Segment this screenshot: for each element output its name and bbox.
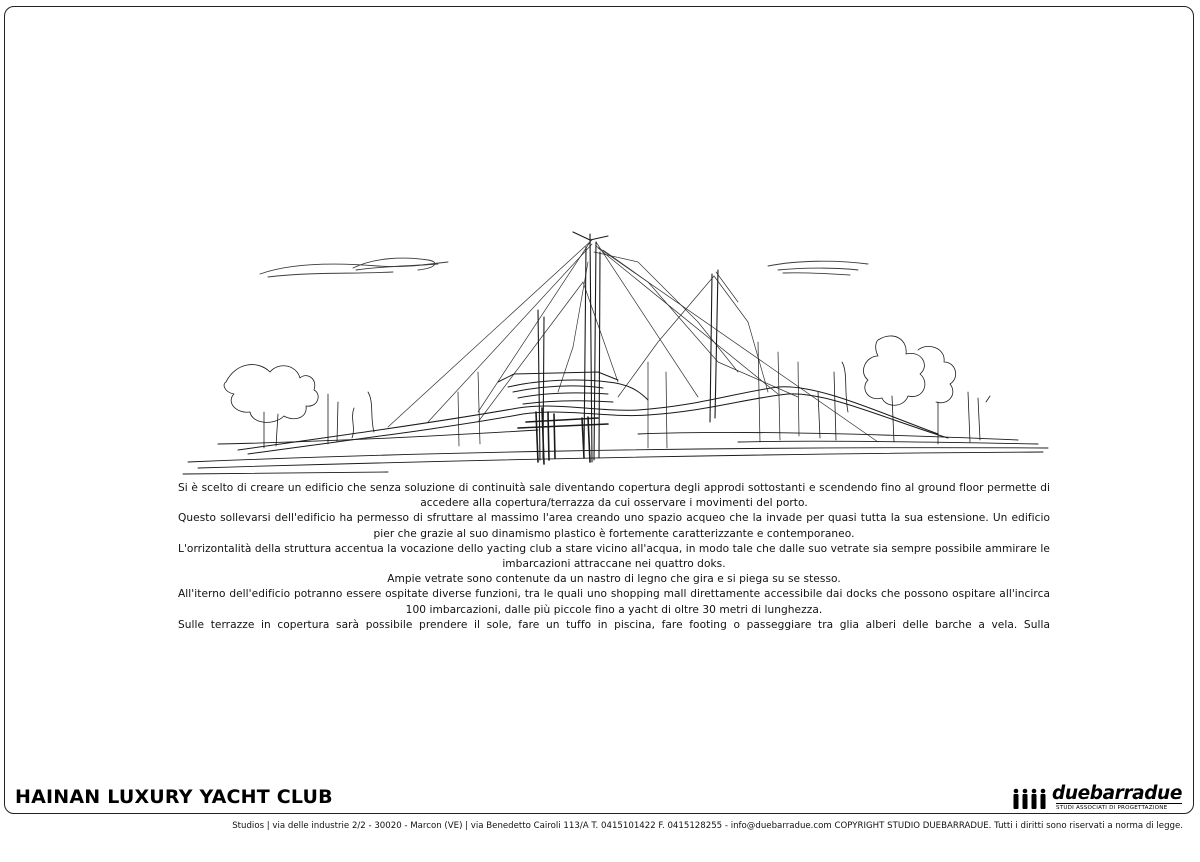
people-figures-logo-icon xyxy=(1012,788,1050,810)
description-paragraph: All'iterno dell'edificio potranno essere ospitate diverse funzioni, tra le quali uno shopping mall direttamente accessibile dai docks che possono ospitare all'incirca 100 imbarcazioni, dalle più piccole fino a yacht di oltre 30 metri di lunghezza. xyxy=(178,588,1050,616)
brand-logo xyxy=(1012,783,1182,812)
yacht-club-sketch-icon xyxy=(178,222,1058,480)
description-paragraph: Sulle terrazze in copertura sarà possibile prendere il sole, fare un tuffo in piscina, fare footing o passeggiare tra glia alberi delle barche a vela. Sulla xyxy=(178,618,1050,631)
description-paragraph: Si è scelto di creare un edificio che senza soluzione di continuità sale diventando copertura degli approdi sottostanti e scendendo fino al ground floor permette di accedere alla copertura/terrazza da cui osservare i movimenti del porto. xyxy=(178,482,1050,510)
project-title: HAINAN LUXURY YACHT CLUB xyxy=(15,786,333,808)
description-paragraph: Ampie vetrate sono contenute da un nastro di legno che gira e si piega su se stesso. xyxy=(387,573,841,586)
footer-contact: Studios | via delle industrie 2/2 - 30020 - Marcon (VE) | via Benedetto Cairoli 113/A T. 0415101422 F. 0415128255 - info@duebarradue.com COPYRIGHT STUDIO DUEBARRADUE. Tutti i diritti sono riservati a norma di legge. xyxy=(232,821,1183,831)
description-paragraph: L'orrizontalità della struttura accentua la vocazione dello yacting club a stare vicino all'acqua, in modo tale che dalle suo vetrate sia sempre possibile ammirare le imbarcazioni attraccane nei quattro doks. xyxy=(178,542,1050,571)
brand-tagline: STUDI ASSOCIATI DI PROGETTAZIONE xyxy=(1056,803,1182,811)
project-description xyxy=(178,481,1050,633)
brand-name: duebarradue xyxy=(1052,783,1182,804)
description-paragraph: Questo sollevarsi dell'edificio ha permesso di sfruttare al massimo l'area creando uno spazio acqueo che la invade per quasi tutta la sua estensione. Un edificio pier che grazie al suo dinamismo plastico è fortemente caratterizzante e contemporaneo. xyxy=(178,512,1050,540)
